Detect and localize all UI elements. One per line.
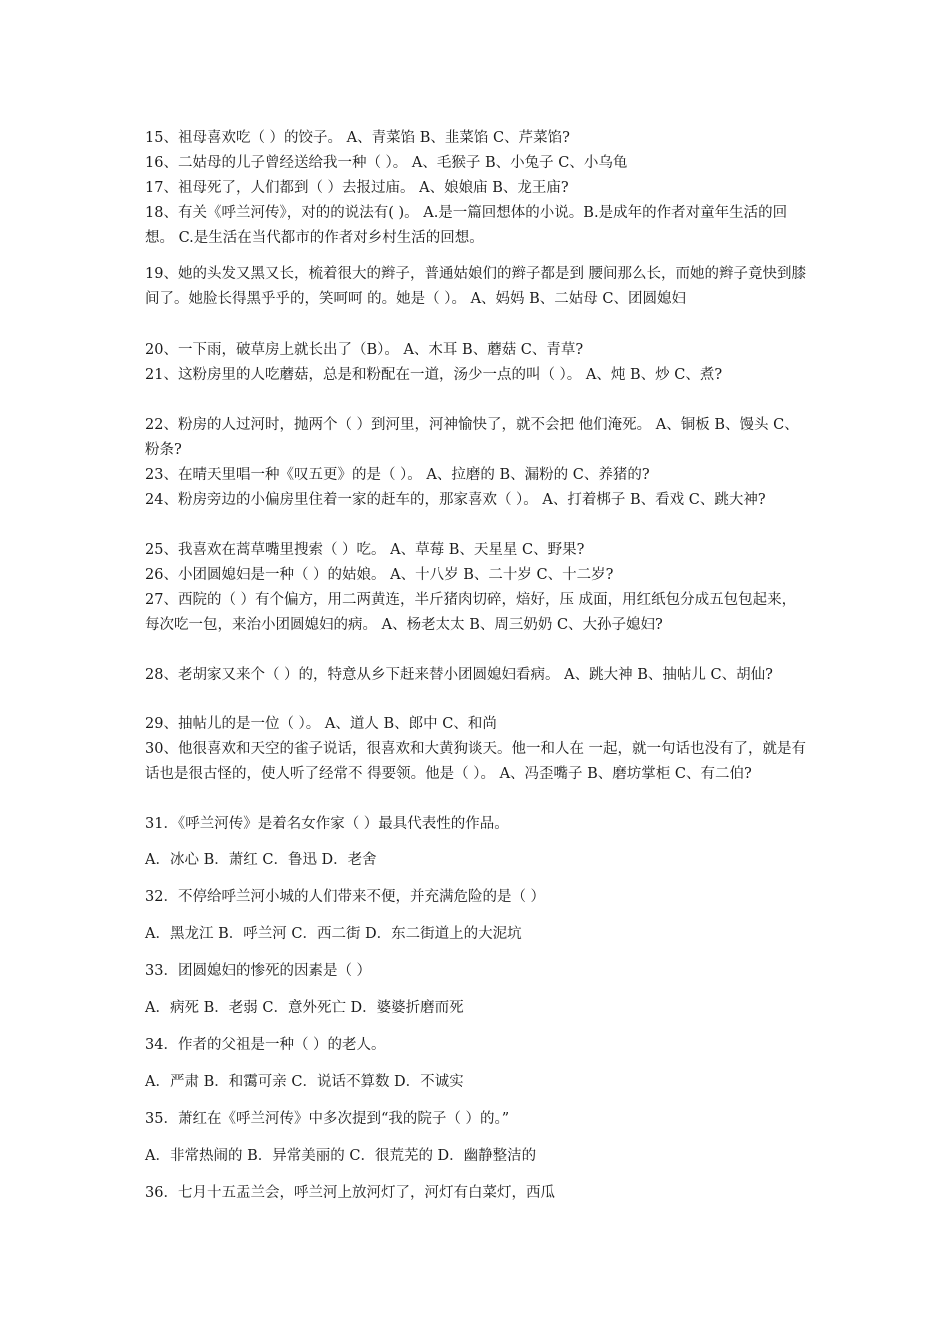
question-33: 33．团圆媳妇的惨死的因素是（ ） xyxy=(145,963,372,979)
question-19: 19、她的头发又黑又长，梳着很大的辫子，普通姑娘们的辫子都是到 腰间那么长，而她的辫子竟快到膝间了。她脸长得黑乎乎的，笑呵呵 的。她是（ ）。 A、妈妈 B、二姑母 C、团圆媳妇 xyxy=(145,266,807,307)
question-31-options: A．冰心 B．萧红 C．鲁迅 D．老舍 xyxy=(145,852,377,868)
question-35: 35．萧红在《呼兰河传》中多次提到“我的院子（ ）的。” xyxy=(145,1111,510,1127)
question-15: 15、祖母喜欢吃（ ）的饺子。 A、青菜馅 B、韭菜馅 C、芹菜馅? xyxy=(145,130,570,146)
question-28: 28、老胡家又来个（ ）的，特意从乡下赶来替小团圆媳妇看病。 A、跳大神 B、抽帖儿 C、胡仙? xyxy=(145,667,773,683)
question-33-options: A．病死 B．老弱 C．意外死亡 D．婆婆折磨而死 xyxy=(145,1000,464,1016)
question-32-options: A．黑龙江 B．呼兰河 C．西二街 D．东二街道上的大泥坑 xyxy=(145,926,522,942)
question-20: 20、一下雨，破草房上就长出了（B）。 A、木耳 B、蘑菇 C、青草? xyxy=(145,342,584,358)
question-23: 23、在晴天里唱一种《叹五更》的是（ ）。 A、拉磨的 B、漏粉的 C、养猪的? xyxy=(145,467,650,483)
question-16: 16、二姑母的儿子曾经送给我一种（ ）。 A、毛猴子 B、小兔子 C、小乌龟 xyxy=(145,155,628,171)
question-29: 29、抽帖儿的是一位（ ）。 A、道人 B、郎中 C、和尚 xyxy=(145,716,497,732)
question-30: 30、他很喜欢和天空的雀子说话，很喜欢和大黄狗谈天。他一和人在 一起，就一句话也没有了，就是有话也是很古怪的，使人听了经常不 得要领。他是（ ）。 A、冯歪嘴子 B、磨坊掌柜 C、有二伯? xyxy=(145,741,807,782)
question-36: 36．七月十五盂兰会，呼兰河上放河灯了，河灯有白菜灯，西瓜 xyxy=(145,1185,555,1201)
question-31: 31．《呼兰河传》是着名女作家（ ）最具代表性的作品。 xyxy=(145,816,509,832)
question-17: 17、祖母死了，人们都到（ ）去报过庙。 A、娘娘庙 B、龙王庙? xyxy=(145,180,569,196)
question-26: 26、小团圆媳妇是一种（ ）的姑娘。 A、十八岁 B、二十岁 C、十二岁? xyxy=(145,567,614,583)
question-27: 27、西院的（ ）有个偏方，用二两黄连，半斤猪肉切碎，焙好，压 成面，用红纸包分成五包包起来，每次吃一包，来治小团圆媳妇的病。 A、杨老太太 B、周三奶奶 C、大孙子媳妇? xyxy=(145,592,797,633)
question-35-options: A．非常热闹的 B．异常美丽的 C．很荒芜的 D．幽静整洁的 xyxy=(145,1148,537,1164)
question-32: 32．不停给呼兰河小城的人们带来不便，并充满危险的是（ ） xyxy=(145,889,546,905)
question-18: 18、有关《呼兰河传》，对的的说法有( )。 A.是一篇回想体的小说。B.是成年的作者对童年生活的回想。 C.是生活在当代都市的作者对乡村生活的回想。 xyxy=(145,205,788,246)
question-25: 25、我喜欢在蒿草嘴里搜索（ ）吃。 A、草莓 B、天星星 C、野果? xyxy=(145,542,585,558)
question-22: 22、粉房的人过河时，抛两个（ ）到河里，河神愉快了，就不会把 他们淹死。 A、铜板 B、馒头 C、粉条? xyxy=(145,417,799,458)
question-34-options: A．严肃 B．和霭可亲 C．说话不算数 D．不诚实 xyxy=(145,1074,464,1090)
question-34: 34．作者的父祖是一种（ ）的老人。 xyxy=(145,1037,386,1053)
question-21: 21、这粉房里的人吃蘑菇，总是和粉配在一道，汤少一点的叫（ ）。 A、炖 B、炒 C、煮? xyxy=(145,367,723,383)
question-24: 24、粉房旁边的小偏房里住着一家的赶车的，那家喜欢（ ）。 A、打着梆子 B、看戏 C、跳大神? xyxy=(145,492,766,508)
